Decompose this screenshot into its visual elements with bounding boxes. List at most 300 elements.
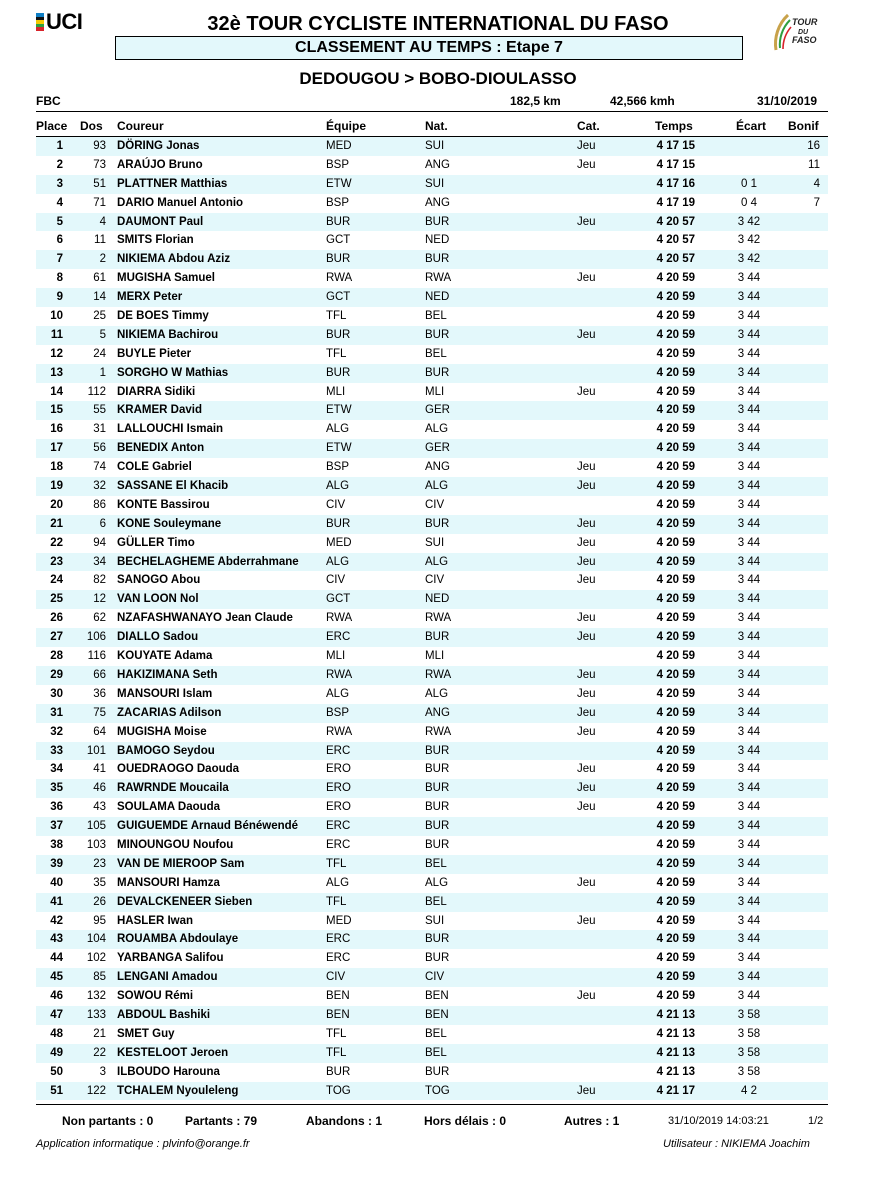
rider-gap: 3 44: [737, 820, 761, 833]
application-note: Application informatique : plvinfo@orange.fr: [36, 1138, 250, 1150]
rider-name: ARAÚJO Bruno: [117, 158, 203, 171]
rider-place: 42: [50, 914, 63, 927]
rider-dossard: 55: [93, 404, 106, 417]
rider-gap: 3 44: [737, 498, 761, 511]
print-timestamp: 31/10/2019 14:03:21: [668, 1115, 769, 1127]
column-header-nat: Nat.: [425, 119, 448, 133]
rider-place: 32: [50, 725, 63, 738]
user-note: Utilisateur : NIKIEMA Joachim: [663, 1138, 810, 1150]
rider-team: BEN: [326, 1008, 350, 1021]
rider-place: 8: [56, 272, 63, 285]
rider-place: 2: [56, 158, 63, 171]
rider-nationality: SUI: [425, 914, 445, 927]
rider-gap: 3 44: [737, 838, 761, 851]
rider-team: TFL: [326, 310, 347, 323]
rider-place: 12: [50, 347, 63, 360]
rider-bonus: 16: [807, 140, 820, 152]
rider-nationality: ALG: [425, 423, 449, 436]
tour-logo-word-1: TOUR: [792, 17, 818, 27]
rider-bonus: 7: [813, 196, 820, 209]
column-header-place: Place: [36, 119, 68, 133]
rider-nationality: BUR: [425, 253, 450, 266]
rider-category: Jeu: [577, 801, 596, 814]
rider-team: CIV: [326, 498, 346, 511]
rider-place: 40: [50, 876, 63, 889]
rider-gap: 3 44: [737, 744, 761, 757]
rider-gap: 3 44: [737, 933, 761, 946]
rider-team: TOG: [326, 1084, 351, 1097]
uci-logo-text: UCI: [46, 9, 83, 34]
tour-logo-word-3: FASO: [792, 35, 817, 45]
rider-place: 36: [50, 801, 63, 814]
page-number: 1/2: [808, 1115, 824, 1127]
rider-nationality: ANG: [425, 461, 450, 474]
rider-time: 4 20 59: [656, 914, 695, 927]
rider-gap: 3 58: [737, 1008, 761, 1021]
classification-subtitle: CLASSEMENT AU TEMPS : Etape 7: [115, 36, 743, 60]
rider-gap: 3 44: [737, 347, 761, 360]
rider-team: MLI: [326, 650, 346, 663]
table-row: [36, 571, 828, 590]
rider-gap: 3 44: [737, 404, 761, 417]
rider-time: 4 17 16: [656, 177, 695, 190]
rider-dossard: 112: [87, 385, 106, 398]
column-header-team: Équipe: [326, 119, 367, 133]
rider-category: Jeu: [577, 517, 596, 530]
rider-category: Jeu: [577, 328, 596, 341]
table-row: [36, 307, 828, 326]
rider-name: MINOUNGOU Noufou: [117, 838, 234, 851]
rider-time: 4 20 57: [656, 215, 695, 228]
rider-category: Jeu: [577, 631, 596, 644]
rider-gap: 3 44: [737, 385, 761, 398]
rider-gap: 3 44: [737, 310, 761, 323]
average-speed: 42,566 kmh: [610, 94, 675, 108]
rider-dossard: 32: [93, 480, 106, 493]
rider-gap: 3 44: [737, 668, 761, 681]
rider-team: ERO: [326, 763, 351, 776]
tour-logo-word-2: DU: [798, 29, 809, 36]
rider-time: 4 20 59: [656, 328, 695, 341]
table-row: [36, 515, 828, 534]
rider-nationality: BEL: [425, 310, 447, 323]
rider-name: GÜLLER Timo: [117, 536, 195, 549]
rider-dossard: 94: [93, 536, 106, 549]
rider-place: 22: [50, 536, 63, 549]
rider-name: NIKIEMA Abdou Aziz: [117, 253, 231, 266]
rider-dossard: 11: [94, 234, 106, 247]
rider-dossard: 71: [93, 196, 106, 209]
table-row: [36, 628, 828, 647]
rider-dossard: 35: [93, 876, 106, 889]
table-row: [36, 723, 828, 742]
rider-name: SOWOU Rémi: [117, 990, 194, 1003]
rider-team: TFL: [326, 895, 347, 908]
table-row: [36, 609, 828, 628]
rider-gap: 3 42: [737, 253, 761, 266]
table-row: [36, 288, 828, 307]
rider-team: ERC: [326, 631, 351, 644]
rider-place: 7: [56, 253, 63, 266]
rider-place: 23: [50, 555, 63, 568]
table-row: [36, 912, 828, 931]
rider-time: 4 20 59: [656, 990, 695, 1003]
rider-nationality: RWA: [425, 668, 452, 681]
rider-dossard: 6: [99, 517, 106, 530]
rider-time: 4 20 59: [656, 763, 695, 776]
rider-time: 4 21 13: [656, 1065, 695, 1078]
table-row: [36, 704, 828, 723]
table-row: [36, 1006, 828, 1025]
table-row: [36, 968, 828, 987]
table-row: [36, 194, 828, 213]
rider-gap: 3 44: [737, 952, 761, 965]
rider-place: 4: [56, 196, 63, 209]
rider-team: RWA: [326, 612, 353, 625]
cyclist-icon: [776, 15, 792, 50]
column-header-cat: Cat.: [577, 119, 600, 133]
rider-time: 4 20 59: [656, 725, 695, 738]
table-row: [36, 420, 828, 439]
rider-name: HASLER Iwan: [117, 914, 194, 927]
rider-gap: 3 44: [737, 801, 761, 814]
hors-delais-count: Hors délais : 0: [424, 1114, 507, 1128]
rider-category: Jeu: [577, 158, 596, 171]
rider-category: Jeu: [577, 574, 596, 587]
column-header-rider: Coureur: [117, 119, 164, 133]
rider-nationality: ANG: [425, 158, 450, 171]
uci-logo: [36, 10, 96, 32]
rider-nationality: BEL: [425, 1046, 447, 1059]
rider-name: MUGISHA Moise: [117, 725, 207, 738]
rider-name: KRAMER David: [117, 404, 202, 417]
rider-time: 4 20 59: [656, 687, 695, 700]
tour-du-faso-logo: [770, 12, 820, 52]
rider-dossard: 74: [93, 461, 106, 474]
rider-time: 4 21 13: [656, 1008, 695, 1021]
rider-dossard: 43: [93, 801, 106, 814]
rider-dossard: 93: [93, 140, 106, 152]
rider-team: BUR: [326, 1065, 351, 1078]
rider-name: NZAFASHWANAYO Jean Claude: [117, 612, 293, 625]
table-row: [36, 383, 828, 402]
rider-place: 49: [50, 1046, 63, 1059]
rider-nationality: ALG: [425, 555, 449, 568]
rider-name: ILBOUDO Harouna: [117, 1065, 220, 1078]
table-row: [36, 1044, 828, 1063]
rider-dossard: 85: [93, 971, 106, 984]
rider-dossard: 75: [93, 706, 106, 719]
rider-nationality: TOG: [425, 1084, 450, 1097]
rider-category: Jeu: [577, 555, 596, 568]
rider-place: 39: [50, 857, 63, 870]
rider-time: 4 20 59: [656, 480, 695, 493]
rider-name: SMITS Florian: [117, 234, 194, 247]
table-row: [36, 345, 828, 364]
rider-team: BEN: [326, 990, 350, 1003]
rider-dossard: 25: [93, 310, 106, 323]
rider-time: 4 20 57: [656, 253, 695, 266]
rider-nationality: SUI: [425, 140, 445, 152]
rider-time: 4 20 59: [656, 820, 695, 833]
rider-gap: 3 44: [737, 272, 761, 285]
rider-gap: 3 44: [737, 593, 761, 606]
rider-team: ETW: [326, 404, 352, 417]
rider-time: 4 20 57: [656, 234, 695, 247]
rider-name: ZACARIAS Adilson: [117, 706, 222, 719]
rider-team: BUR: [326, 253, 351, 266]
rider-name: DIARRA Sidiki: [117, 385, 196, 398]
rider-gap: 3 44: [737, 687, 761, 700]
rider-name: DEVALCKENEER Sieben: [117, 895, 253, 908]
rider-gap: 3 44: [737, 706, 761, 719]
rider-time: 4 20 59: [656, 933, 695, 946]
rider-place: 28: [50, 650, 63, 663]
rider-place: 51: [50, 1084, 63, 1097]
table-row: [36, 836, 828, 855]
rider-team: BUR: [326, 366, 351, 379]
table-row: [36, 156, 828, 175]
rider-team: ERC: [326, 744, 351, 757]
rider-dossard: 73: [93, 158, 106, 171]
table-row: [36, 250, 828, 269]
rider-nationality: BUR: [425, 763, 450, 776]
rider-team: BUR: [326, 215, 351, 228]
rider-team: GCT: [326, 234, 351, 247]
rider-time: 4 20 59: [656, 706, 695, 719]
rider-team: MED: [326, 914, 352, 927]
rider-nationality: GER: [425, 404, 450, 417]
rider-nationality: BUR: [425, 933, 450, 946]
rider-gap: 3 44: [737, 857, 761, 870]
rider-gap: 3 44: [737, 555, 761, 568]
rider-place: 19: [50, 480, 63, 493]
rider-time: 4 20 59: [656, 838, 695, 851]
rider-nationality: BUR: [425, 1065, 450, 1078]
rider-nationality: ANG: [425, 706, 450, 719]
rider-name: TCHALEM Nyouleleng: [117, 1084, 239, 1097]
rider-name: PLATTNER Matthias: [117, 177, 228, 190]
table-row: [36, 742, 828, 761]
column-header-time: Temps: [655, 119, 693, 133]
rider-place: 31: [50, 706, 63, 719]
rider-name: COLE Gabriel: [117, 461, 192, 474]
rider-nationality: MLI: [425, 385, 445, 398]
rider-name: RAWRNDE Moucaila: [117, 782, 229, 795]
table-row: [36, 213, 828, 232]
rider-dossard: 86: [93, 498, 106, 511]
rider-dossard: 122: [86, 1084, 106, 1097]
rider-gap: 3 44: [737, 763, 761, 776]
rider-bonus: 4: [813, 177, 820, 190]
rider-name: NIKIEMA Bachirou: [117, 328, 219, 341]
rider-team: RWA: [326, 668, 353, 681]
rider-time: 4 20 59: [656, 574, 695, 587]
rider-dossard: 5: [99, 328, 106, 341]
rider-team: BSP: [326, 196, 350, 209]
rider-time: 4 20 59: [656, 498, 695, 511]
rider-gap: 3 44: [737, 574, 761, 587]
table-row: [36, 855, 828, 874]
rider-dossard: 116: [87, 650, 106, 663]
rider-dossard: 34: [93, 555, 106, 568]
rider-dossard: 82: [93, 574, 106, 587]
rider-place: 1: [56, 140, 63, 152]
table-row: [36, 553, 828, 572]
table-row: [36, 798, 828, 817]
rider-place: 44: [50, 952, 63, 965]
rider-time: 4 20 59: [656, 668, 695, 681]
rider-time: 4 20 59: [656, 536, 695, 549]
rider-nationality: BUR: [425, 366, 450, 379]
rider-name: KONE Souleymane: [117, 517, 222, 530]
rider-nationality: ANG: [425, 196, 450, 209]
rider-dossard: 1: [99, 366, 106, 379]
rider-name: KONTE Bassirou: [117, 498, 210, 511]
rider-name: BUYLE Pieter: [117, 347, 192, 360]
rider-name: BAMOGO Seydou: [117, 744, 215, 757]
rider-gap: 3 44: [737, 461, 761, 474]
rider-nationality: BEL: [425, 1027, 447, 1040]
rider-gap: 0 1: [741, 177, 757, 190]
rider-team: ALG: [326, 480, 350, 493]
rider-place: 26: [50, 612, 63, 625]
rider-place: 17: [50, 442, 63, 455]
rider-place: 34: [50, 763, 63, 776]
rider-team: RWA: [326, 725, 353, 738]
rider-gap: 3 44: [737, 328, 761, 341]
rider-nationality: BUR: [425, 838, 450, 851]
rider-place: 21: [50, 517, 63, 530]
rider-team: ALG: [326, 423, 350, 436]
rider-name: SMET Guy: [117, 1027, 175, 1040]
rider-time: 4 20 59: [656, 272, 695, 285]
uci-rainbow-bars-icon: [36, 13, 44, 31]
rider-dossard: 21: [93, 1027, 106, 1040]
table-row: [36, 364, 828, 383]
rider-place: 9: [56, 291, 63, 304]
rider-team: TFL: [326, 857, 347, 870]
rider-name: ABDOUL Bashiki: [117, 1008, 211, 1021]
rider-place: 45: [50, 971, 63, 984]
rider-dossard: 62: [93, 612, 106, 625]
rider-time: 4 20 59: [656, 555, 695, 568]
rider-category: Jeu: [577, 461, 596, 474]
rider-time: 4 17 15: [656, 140, 695, 152]
rider-place: 15: [50, 404, 63, 417]
rider-team: GCT: [326, 593, 351, 606]
rider-place: 5: [56, 215, 63, 228]
rider-place: 46: [50, 990, 63, 1003]
rider-team: MED: [326, 140, 352, 152]
table-row: [36, 779, 828, 798]
rider-category: Jeu: [577, 385, 596, 398]
rider-place: 37: [50, 820, 63, 833]
rider-name: MERX Peter: [117, 291, 183, 304]
rider-nationality: BUR: [425, 801, 450, 814]
rider-dossard: 106: [86, 631, 106, 644]
rider-category: Jeu: [577, 763, 596, 776]
rider-dossard: 4: [99, 215, 106, 228]
rider-team: MED: [326, 536, 352, 549]
rider-name: BECHELAGHEME Abderrahmane: [117, 555, 299, 568]
stage-route: DEDOUGOU > BOBO-DIOULASSO: [299, 69, 577, 88]
rider-dossard: 24: [93, 347, 106, 360]
divider: [36, 1104, 828, 1105]
rider-time: 4 17 19: [656, 196, 695, 209]
rider-time: 4 20 59: [656, 857, 695, 870]
rider-gap: 3 58: [737, 1046, 761, 1059]
rider-gap: 3 44: [737, 366, 761, 379]
table-row: [36, 647, 828, 666]
rider-nationality: ALG: [425, 876, 449, 889]
rider-category: Jeu: [577, 706, 596, 719]
partants-count: Partants : 79: [185, 1114, 258, 1128]
rider-nationality: NED: [425, 593, 450, 606]
rider-category: Jeu: [577, 725, 596, 738]
rider-time: 4 20 59: [656, 310, 695, 323]
table-row: [36, 1063, 828, 1082]
rider-name: LENGANI Amadou: [117, 971, 218, 984]
rider-dossard: 26: [93, 895, 106, 908]
rider-gap: 3 58: [737, 1027, 761, 1040]
rider-name: DE BOES Timmy: [117, 310, 209, 323]
rider-gap: 3 44: [737, 782, 761, 795]
rider-team: ERO: [326, 782, 351, 795]
rider-category: Jeu: [577, 536, 596, 549]
table-row: [36, 401, 828, 420]
rider-name: MUGISHA Samuel: [117, 272, 215, 285]
rider-time: 4 20 59: [656, 461, 695, 474]
rider-name: VAN LOON Nol: [117, 593, 199, 606]
abandons-count: Abandons : 1: [306, 1114, 383, 1128]
rider-dossard: 101: [86, 744, 106, 757]
rider-nationality: BUR: [425, 517, 450, 530]
column-header-dos: Dos: [80, 119, 103, 133]
rider-time: 4 20 59: [656, 404, 695, 417]
rider-place: 3: [56, 177, 63, 190]
rider-name: KOUYATE Adama: [117, 650, 213, 663]
rider-team: RWA: [326, 272, 353, 285]
rider-gap: 3 44: [737, 291, 761, 304]
rider-dossard: 133: [86, 1008, 106, 1021]
table-row: [36, 1082, 828, 1101]
table-row: [36, 231, 828, 250]
table-row: [36, 987, 828, 1006]
rider-time: 4 20 59: [656, 366, 695, 379]
rider-team: CIV: [326, 971, 346, 984]
rider-time: 4 20 59: [656, 952, 695, 965]
rider-place: 35: [50, 782, 63, 795]
rider-nationality: ALG: [425, 480, 449, 493]
rider-team: CIV: [326, 574, 346, 587]
rider-nationality: BEL: [425, 857, 447, 870]
rider-gap: 3 44: [737, 725, 761, 738]
rider-team: ERC: [326, 838, 351, 851]
rider-nationality: BEL: [425, 895, 447, 908]
rider-name: YARBANGA Salifou: [117, 952, 224, 965]
rider-place: 38: [50, 838, 63, 851]
rider-dossard: 64: [93, 725, 106, 738]
rider-bonus: 11: [808, 158, 820, 171]
rider-gap: 3 44: [737, 895, 761, 908]
rider-name: GUIGUEMDE Arnaud Bénéwendé: [117, 820, 299, 833]
rider-time: 4 20 59: [656, 442, 695, 455]
rider-gap: 4 2: [741, 1084, 757, 1097]
rider-time: 4 20 59: [656, 782, 695, 795]
rider-nationality: BEN: [425, 990, 449, 1003]
rider-gap: 3 44: [737, 876, 761, 889]
